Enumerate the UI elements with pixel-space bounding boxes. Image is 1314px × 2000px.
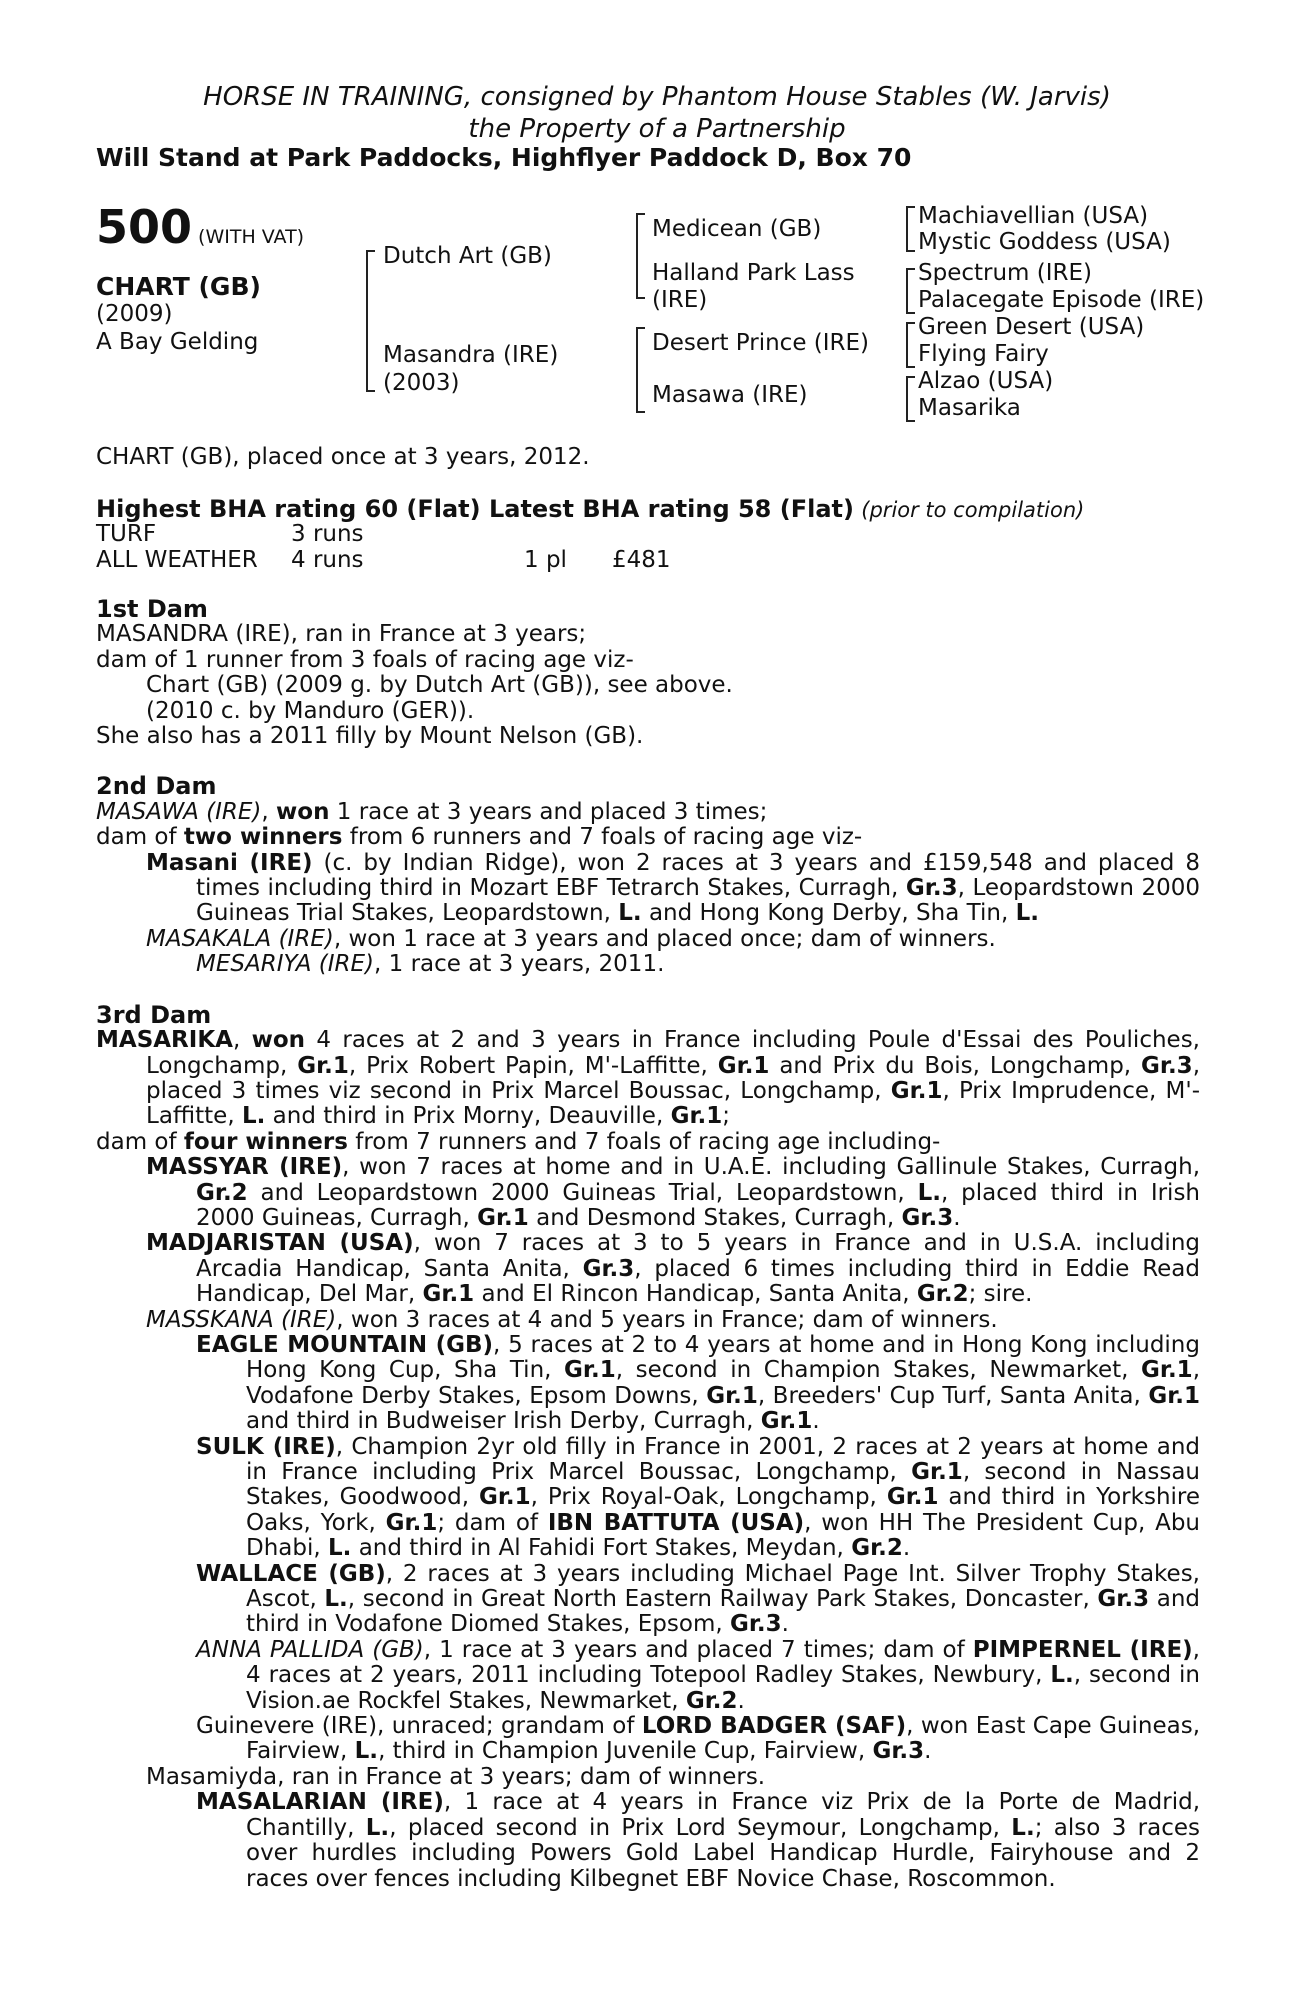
ownership-line: the Property of a Partnership <box>468 114 846 144</box>
pedigree-notes <box>96 597 1200 1892</box>
third-dam-heading: 3rd Dam <box>96 1000 212 1029</box>
sire-dam-brace <box>366 250 375 392</box>
produce-entry: WALLACE (GB), 2 races at 3 years including Michael Page Int. Silver Trophy Stakes, Ascot, L., second in Great North Eastern Railway Park Stakes, Doncaster, Gr.3 and third in Vodafone Diomed Stakes, Epsom, Gr.3. <box>196 1560 1200 1638</box>
produce-entry: MADJARISTAN (USA), won 7 races at 3 to 5 years in France and in U.S.A. including Arcadia Handicap, Santa Anita, Gr.3, placed 6 times including third in Eddie Read Handicap, Del Mar, Gr.1 and El Rincon Handicap, Santa Anita, Gr.2; sire. <box>146 1230 1201 1308</box>
pedigree-sdd: Palacegate Episode (IRE) <box>918 287 1205 313</box>
racing-summary: CHART (GB), placed once at 3 years, 2012. <box>96 444 590 470</box>
first-dam-line: MASANDRA (IRE), ran in France at 3 years; <box>96 621 587 648</box>
first-dam-line: (2010 c. by Manduro (GER)). <box>146 697 475 724</box>
first-dam-line: dam of 1 runner from 3 foals of racing age viz- <box>96 646 634 673</box>
produce-entry: Masamiyda, ran in France at 3 years; dam of winners. <box>146 1763 766 1790</box>
third-dam-produce: dam of four winners from 7 runners and 7 foals of racing age including- <box>96 1128 941 1155</box>
produce-entry: MASALARIAN (IRE), 1 race at 4 years in France viz Prix de la Porte de Madrid, Chantilly, L., placed second in Prix Lord Seymour, Longchamp, L.; also 3 races over hurdles including Powers Gold Label Handicap Hurdle, Fairyhouse and 2 races over fences including Kilbegnet EBF Novice Chase, Roscommon. <box>196 1789 1201 1892</box>
produce-entry: MESARIYA (IRE), 1 race at 3 years, 2011. <box>196 951 665 978</box>
produce-entry: MASAKALA (IRE), won 1 race at 3 years and placed once; dam of winners. <box>146 925 996 952</box>
aw-placed: 1 pl <box>524 547 567 573</box>
produce-entry: Masani (IRE) (c. by Indian Ridge), won 2 races at 3 years and £159,548 and placed 8 times including third in Mozart EBF Tetrarch Stakes, Curragh, Gr.3, Leopardstown 2000 Guineas Trial Stakes, Leopardstown, L. and Hong Kong Derby, Sha Tin, L. <box>146 849 1201 927</box>
first-dam-heading: 1st Dam <box>96 595 208 623</box>
pedigree-ddd: Masarika <box>918 395 1021 421</box>
pedigree-sire: Dutch Art (GB) <box>383 243 552 269</box>
pedigree-ss: Medicean (GB) <box>652 216 822 242</box>
ratings-note: (prior to compilation) <box>861 498 1085 522</box>
horse-description: A Bay Gelding <box>96 329 259 355</box>
turf-label: TURF <box>96 521 157 547</box>
pedigree-dam-year: (2003) <box>383 370 460 396</box>
pedigree-sss: Machiavellian (USA) <box>918 203 1149 229</box>
produce-entry: MASSYAR (IRE), won 7 races at home and in U.A.E. including Gallinule Stakes, Curragh, Gr.2 and Leopardstown 2000 Guineas Trial, Leopardstown, L., placed third in Irish 2000 Guineas, Curragh, Gr.1 and Desmond Stakes, Curragh, Gr.3. <box>146 1154 1201 1231</box>
pedigree-ssd: Mystic Goddess (USA) <box>918 229 1171 255</box>
aw-earnings: £481 <box>612 547 671 573</box>
produce-entry: EAGLE MOUNTAIN (GB), 5 races at 2 to 4 years at home and in Hong Kong including Hong Kong Cup, Sha Tin, Gr.1, second in Champion Stakes, Newmarket, Gr.1, Vodafone Derby Stakes, Epsom Downs, Gr.1, Breeders' Cup Turf, Santa Anita, Gr.1 and third in Budweiser Irish Derby, Curragh, Gr.1. <box>196 1331 1200 1435</box>
sire-side-brace <box>636 213 645 299</box>
produce-entry: Guinevere (IRE), unraced; grandam of LORD BADGER (SAF), won East Cape Guineas, Fairview, L., third in Champion Juvenile Cup, Fairview, Gr.3. <box>196 1713 1201 1765</box>
aw-runs: 4 runs <box>291 547 364 573</box>
consignor-line: HORSE IN TRAINING, consigned by Phantom House Stables (W. Jarvis) <box>203 82 1111 112</box>
gen3-brace-2 <box>906 268 915 314</box>
horse-year: (2009) <box>96 301 173 327</box>
location-line: Will Stand at Park Paddocks, Highflyer Paddock D, Box 70 <box>96 143 912 172</box>
pedigree-sd-2: (IRE) <box>652 287 708 313</box>
ratings-line <box>96 496 1084 524</box>
pedigree-ds: Desert Prince (IRE) <box>652 330 870 356</box>
ratings-text: Highest BHA rating 60 (Flat) Latest BHA rating 58 (Flat) <box>96 495 854 523</box>
pedigree-dam: Masandra (IRE) <box>383 342 559 368</box>
horse-name: CHART (GB) <box>96 272 261 301</box>
pedigree-dd: Masawa (IRE) <box>652 382 808 408</box>
produce-entry: SULK (IRE), Champion 2yr old filly in France in 2001, 2 races at 2 years at home and in France including Prix Marcel Boussac, Longchamp, Gr.1, second in Nassau Stakes, Goodwood, Gr.1, Prix Royal-Oak, Longchamp, Gr.1 and third in Yorkshire Oaks, York, Gr.1; dam of IBN BATTUTA (USA), won HH The President Cup, Abu Dhabi, L. and third in Al Fahidi Fort Stakes, Meydan, Gr.2. <box>196 1433 1201 1562</box>
lot-price <box>96 200 304 254</box>
dam-side-brace <box>636 327 645 413</box>
pedigree-dsd: Flying Fairy <box>918 341 1049 367</box>
third-dam-entry: MASARIKA, won 4 races at 2 and 3 years in France including Poule d'Essai des Pouliches, Longchamp, Gr.1, Prix Robert Papin, M'-Laffitte, Gr.1 and Prix du Bois, Longchamp, Gr.3, placed 3 times viz second in Prix Marcel Boussac, Longchamp, Gr.1, Prix Imprudence, M'-Laffitte, L. and third in Prix Morny, Deauville, Gr.1; <box>96 1027 1200 1130</box>
pedigree-dds: Alzao (USA) <box>918 368 1054 394</box>
produce-entry: ANNA PALLIDA (GB), 1 race at 3 years and placed 7 times; dam of PIMPERNEL (IRE), 4 races at 2 years, 2011 including Totepool Radley Stakes, Newbury, L., second in Vision.ae Rockfel Stakes, Newmarket, Gr.2. <box>196 1636 1200 1714</box>
produce-entry: MASSKANA (IRE), won 3 races at 4 and 5 years in France; dam of winners. <box>146 1306 998 1333</box>
pedigree-dss: Green Desert (USA) <box>918 314 1145 340</box>
second-dam-produce: dam of two winners from 6 runners and 7 foals of racing age viz- <box>96 824 863 851</box>
gen3-brace-1 <box>906 206 915 252</box>
pedigree-sd-1: Halland Park Lass <box>652 260 855 286</box>
first-dam-line: Chart (GB) (2009 g. by Dutch Art (GB)), see above. <box>146 672 733 699</box>
gen3-brace-3 <box>906 322 915 368</box>
second-dam-entry: MASAWA (IRE), won 1 race at 3 years and placed 3 times; <box>96 798 768 825</box>
first-dam-line: She also has a 2011 filly by Mount Nelson (GB). <box>96 723 644 750</box>
vat-label: (WITH VAT) <box>198 226 305 248</box>
turf-runs: 3 runs <box>291 521 364 547</box>
aw-label: ALL WEATHER <box>96 547 258 573</box>
second-dam-heading: 2nd Dam <box>96 772 217 801</box>
price-value: 500 <box>96 200 193 254</box>
gen3-brace-4 <box>906 376 915 422</box>
pedigree-sds: Spectrum (IRE) <box>918 260 1093 286</box>
